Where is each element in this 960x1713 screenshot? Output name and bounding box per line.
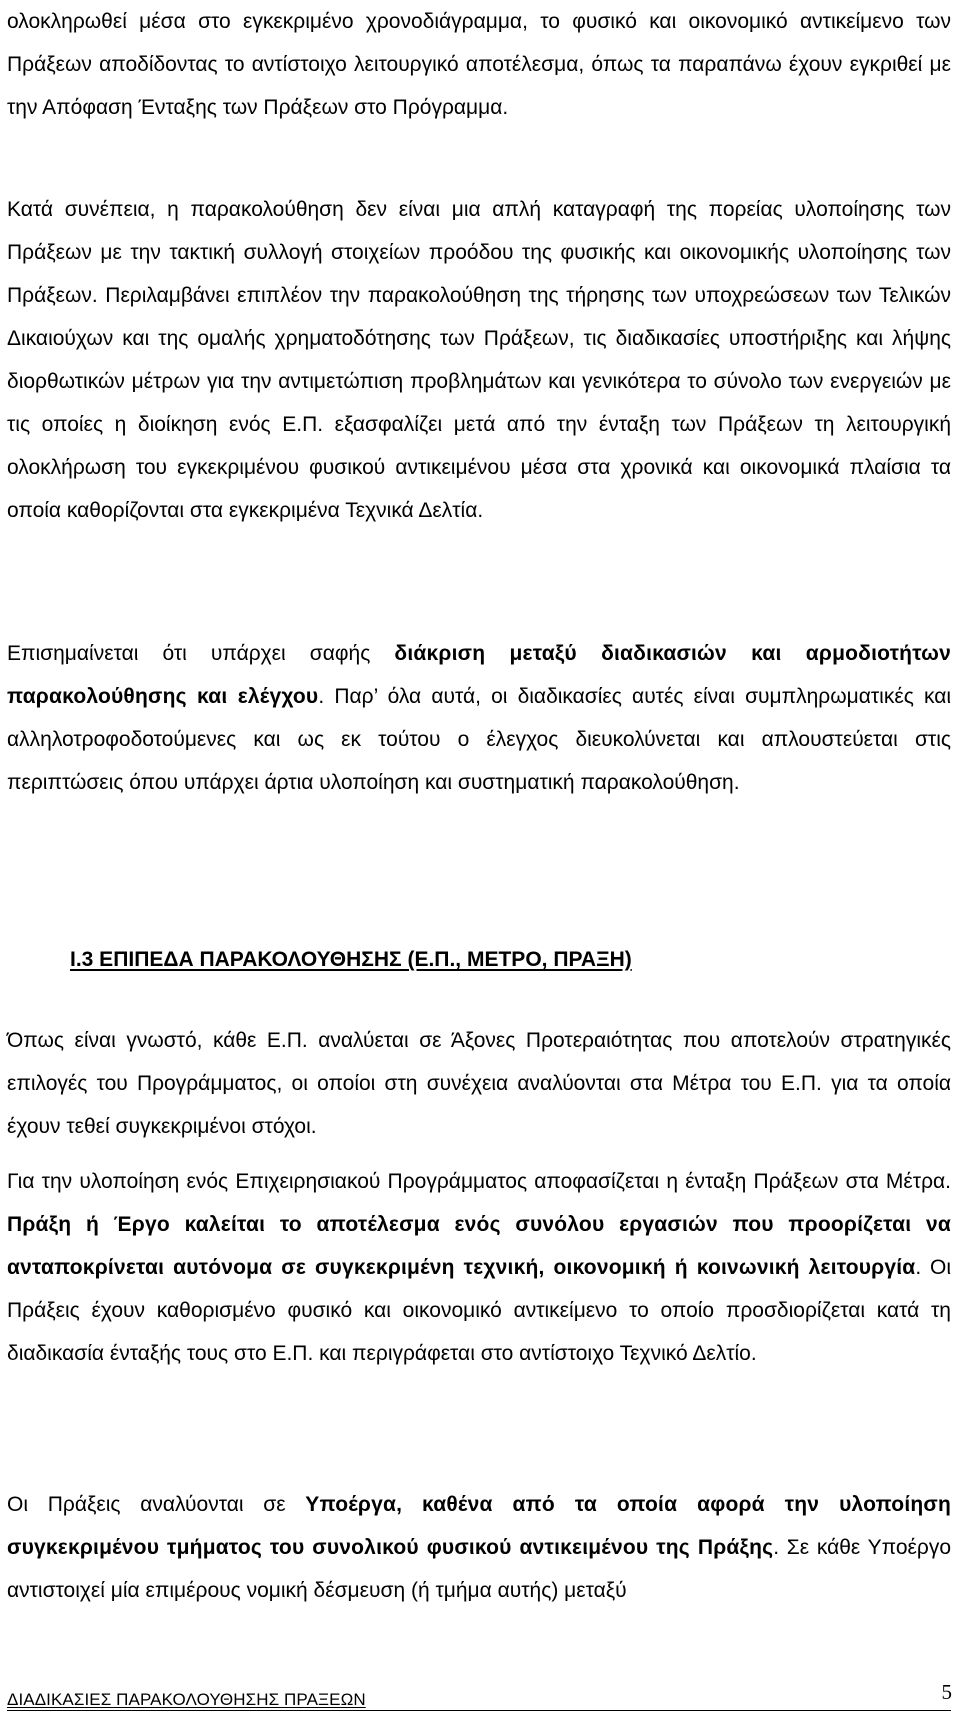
section-heading: Ι.3 ΕΠΙΠΕΔΑ ΠΑΡΑΚΟΛΟΥΘΗΣΗΣ (Ε.Π., ΜΕΤΡΟ, ΠΡΑΞΗ) [70, 948, 632, 971]
paragraph-3 [7, 632, 951, 804]
page-number: 5 [941, 1680, 952, 1704]
paragraph-4: Όπως είναι γνωστό, κάθε Ε.Π. αναλύεται σε Άξονες Προτεραιότητας που αποτελούν στρατηγικές επιλογές του Προγράμματος, οι οποίοι στη συνέχεια αναλύονται στα Μέτρα του Ε.Π. για τα οποία έχουν τεθεί συγκεκριμένοι στόχοι. [7, 1029, 951, 1138]
paragraph-5-intro: Για την υλοποίηση ενός Επιχειρησιακού Προγράμματος αποφασίζεται η ένταξη Πράξεων στα Μέτρα. [7, 1170, 951, 1193]
paragraph-1: ολοκληρωθεί μέσα στο εγκεκριμένο χρονοδιάγραμμα, το φυσικό και οικονομικό αντικείμενο των Πράξεων αποδίδοντας το αντίστοιχο λειτουργικό αποτέλεσμα, όπως τα παραπάνω έχουν εγκριθεί με την Απόφαση Ένταξης των Πράξεων στο Πρόγραμμα. [7, 10, 951, 119]
paragraph-6-emphasis: Υποέργα, καθένα από τα οποία αφορά την υλοποίηση συγκεκριμένου τμήματος του συνολικού φυσικού αντικειμένου της Πράξης [7, 1493, 951, 1559]
paragraph-5-rest: . Οι Πράξεις έχουν καθορισμένο φυσικό και οικονομικό αντικείμενο το οποίο προσδιορίζεται κατά τη διαδικασία ένταξής τους στο Ε.Π. και περιγράφεται στο αντίστοιχο Τεχνικό Δελτίο. [7, 1256, 951, 1365]
paragraph-6-intro: Οι Πράξεις αναλύονται σε [7, 1493, 306, 1516]
footer-title: ΔΙΑΔΙΚΑΣΙΕΣ ΠΑΡΑΚΟΛΟΥΘΗΣΗΣ ΠΡΑΞΕΩΝ [7, 1690, 366, 1709]
footer-divider [7, 1710, 951, 1711]
paragraph-6 [7, 1483, 951, 1612]
paragraph-6-rest: . Σε κάθε Υποέργο αντιστοιχεί μία επιμέρους νομική δέσμευση (ή τμήμα αυτής) μεταξύ [7, 1536, 952, 1602]
paragraph-5 [7, 1160, 951, 1375]
paragraph-5-emphasis: Πράξη ή Έργο καλείται το αποτέλεσμα ενός συνόλου εργασιών που προορίζεται να ανταποκρίνεται αυτόνομα σε συγκεκριμένη τεχνική, οικονομική ή κοινωνική λειτουργία [7, 1213, 951, 1279]
paragraph-3-rest: . Παρ’ όλα αυτά, οι διαδικασίες αυτές είναι συμπληρωματικές και αλληλοτροφοδοτούμενες και ως εκ τούτου ο έλεγχος διευκολύνεται και απλουστεύεται στις περιπτώσεις όπου υπάρχει άρτια υλοποίηση και συστηματική παρακολούθηση. [7, 685, 952, 794]
paragraph-3-emphasis: διάκριση μεταξύ διαδικασιών και αρμοδιοτήτων παρακολούθησης και ελέγχου [7, 642, 951, 708]
paragraph-3-intro: Επισημαίνεται ότι υπάρχει σαφής [7, 642, 395, 665]
paragraph-2: Κατά συνέπεια, η παρακολούθηση δεν είναι μια απλή καταγραφή της πορείας υλοποίησης των Πράξεων με την τακτική συλλογή στοιχείων προόδου της φυσικής και οικονομικής υλοποίησης των Πράξεων. Περιλαμβάνει επιπλέον την παρακολούθηση της τήρησης των υποχρεώσεων των Τελικών Δικαιούχων και της ομαλής χρηματοδότησης των Πράξεων, τις διαδικασίες υποστήριξης και λήψης διορθωτικών μέτρων για την αντιμετώπιση προβλημάτων και γενικότερα το σύνολο των ενεργειών με τις οποίες η διοίκηση ενός Ε.Π. εξασφαλίζει μετά από την ένταξη των Πράξεων τη λειτουργική ολοκλήρωση του εγκεκριμένου φυσικού αντικειμένου μέσα στα χρονικά και οικονομικά πλαίσια τα οποία καθορίζονται στα εγκεκριμένα Τεχνικά Δελτία. [7, 198, 951, 522]
